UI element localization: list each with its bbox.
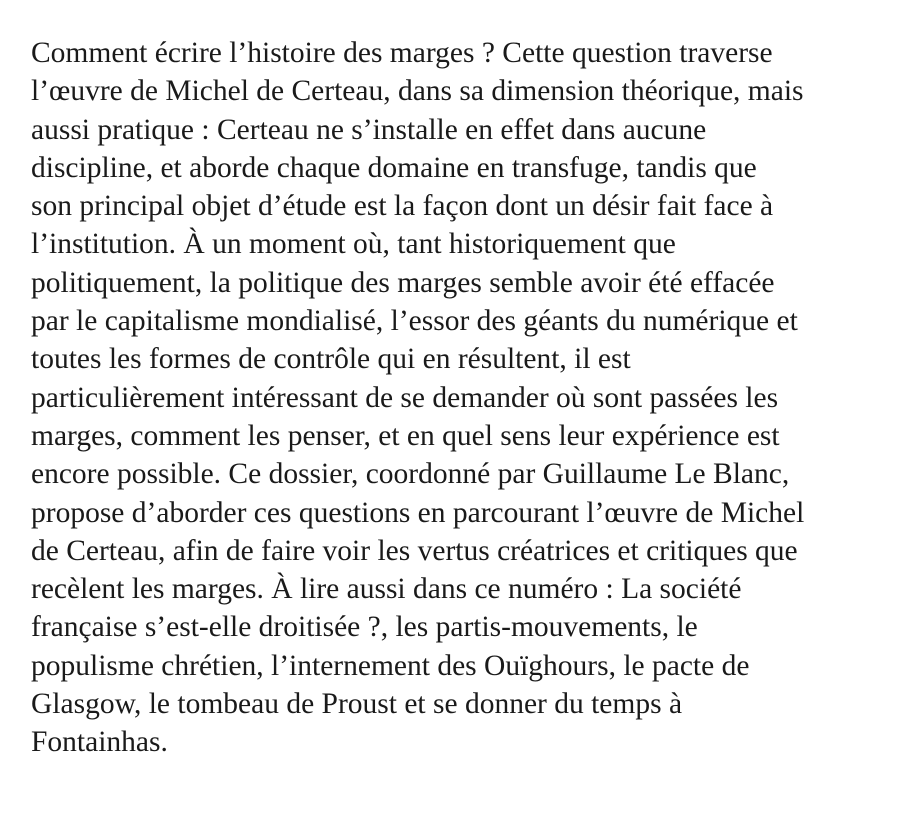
paragraph-line-5: son principal objet d’étude est la façon dont un désir fait face à bbox=[31, 190, 774, 223]
paragraph-line-10: particulièrement intéressant de se demander où sont passées les bbox=[31, 381, 779, 414]
paragraph-line-18: Glasgow, le tombeau de Proust et se donner du temps à bbox=[31, 688, 683, 721]
paragraph-line-14: de Certeau, afin de faire voir les vertus créatrices et critiques que bbox=[31, 534, 798, 567]
paragraph-line-15: recèlent les marges. À lire aussi dans ce numéro : La société bbox=[31, 573, 742, 606]
paragraph-line-3: aussi pratique : Certeau ne s’installe en effet dans aucune bbox=[31, 113, 707, 146]
paragraph-line-17: populisme chrétien, l’internement des Ouïghours, le pacte de bbox=[31, 649, 750, 682]
paragraph-line-9: toutes les formes de contrôle qui en résultent, il est bbox=[31, 343, 631, 376]
paragraph-line-6: l’institution. À un moment où, tant historiquement que bbox=[31, 228, 676, 261]
paragraph-line-16: française s’est-elle droitisée ?, les partis-mouvements, le bbox=[31, 611, 698, 644]
paragraph-line-19: Fontainhas. bbox=[31, 726, 168, 759]
article-paragraph bbox=[31, 34, 901, 762]
paragraph-line-13: propose d’aborder ces questions en parcourant l’œuvre de Michel bbox=[31, 496, 805, 529]
paragraph-line-4: discipline, et aborde chaque domaine en transfuge, tandis que bbox=[31, 151, 757, 184]
paragraph-line-12: encore possible. Ce dossier, coordonné par Guillaume Le Blanc, bbox=[31, 458, 790, 491]
paragraph-line-7: politiquement, la politique des marges semble avoir été effacée bbox=[31, 266, 775, 299]
paragraph-line-1: Comment écrire l’histoire des marges ? Cette question traverse bbox=[31, 37, 773, 69]
paragraph-line-2: l’œuvre de Michel de Certeau, dans sa dimension théorique, mais bbox=[31, 75, 804, 108]
paragraph-line-11: marges, comment les penser, et en quel sens leur expérience est bbox=[31, 419, 780, 452]
paragraph-line-8: par le capitalisme mondialisé, l’essor des géants du numérique et bbox=[31, 305, 798, 338]
